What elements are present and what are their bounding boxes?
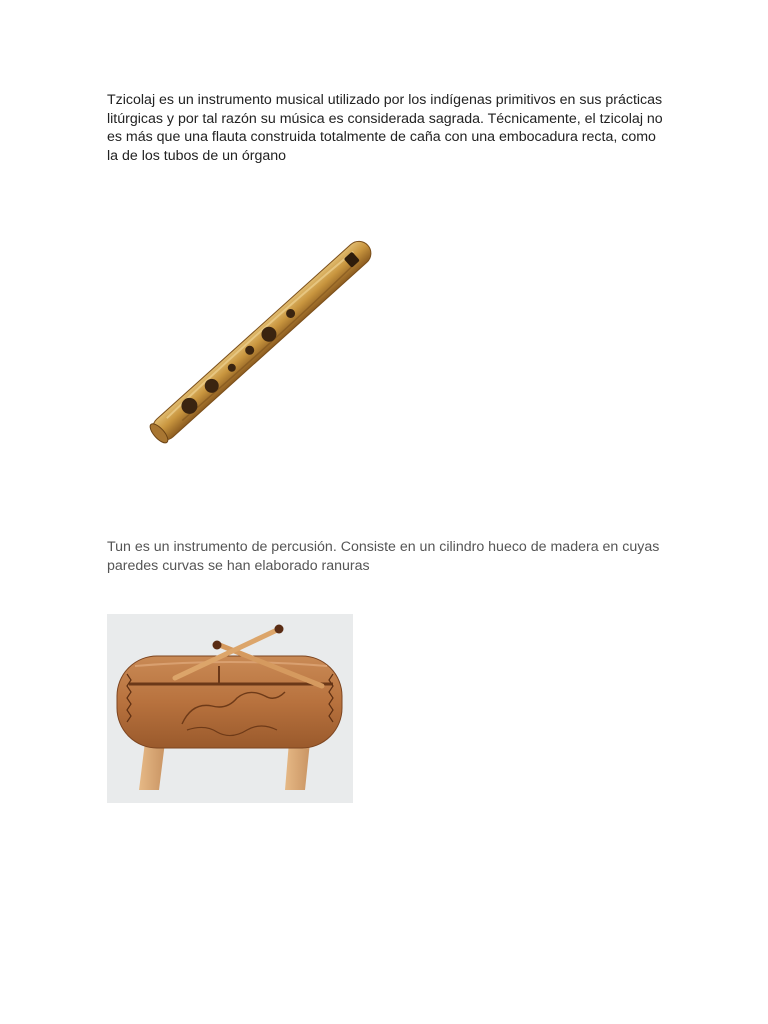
tzicolaj-flute-image [138,236,374,456]
paragraph-tzicolaj: Tzicolaj es un instrumento musical utilizado por los indígenas primitivos en sus prácticas litúrgicas y por tal razón su música es considerada sagrada. Técnicamente, el tzicolaj no es más que una flauta construida totalmente de caña con una embocadura recta, como la de los tubos de un órgano [107,92,663,164]
tun-drum-image [107,614,353,803]
paragraph-tun: Tun es un instrumento de percusión. Consiste en un cilindro hueco de madera en cuyas paredes curvas se han elaborado ranuras [107,539,660,574]
